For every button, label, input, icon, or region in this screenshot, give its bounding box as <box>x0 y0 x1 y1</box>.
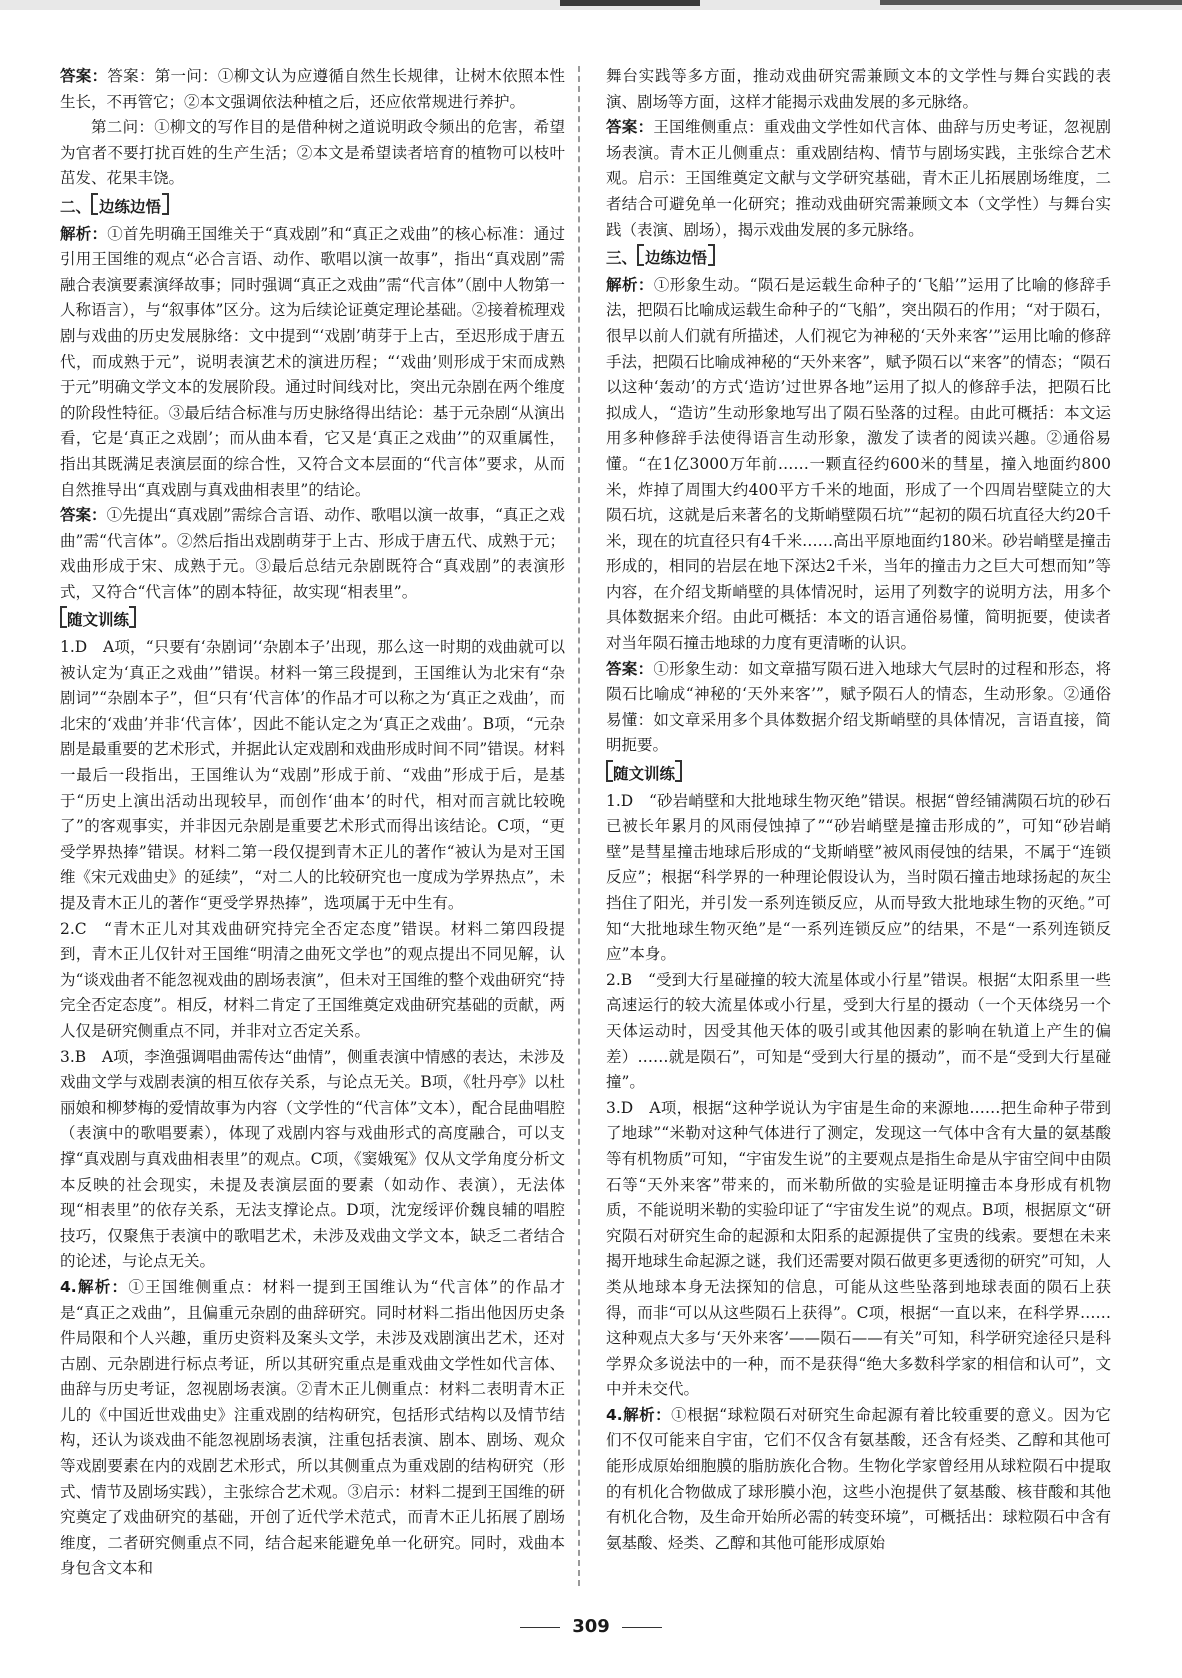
footer-dash-left <box>520 1627 560 1628</box>
answer-paragraph-right-2: 答案：①形象生动：如文章描写陨石进入地球大气层时的过程和形态，将陨石比喻成“神秘的‘天外来客’”，赋予陨石人的情态，生动形象。②通俗易懂：如文章采用多个具体数据介绍戈斯峭壁的具体情况，言语直接，简明扼要。 <box>606 659 1111 755</box>
question-3-answer: 3.B A项，李渔强调唱曲需传达“曲情”，侧重表演中情感的表达，未涉及戏曲文学与戏剧表演的相互依存关系，与论点无关。B项，《牡丹亭》以杜丽娘和柳梦梅的爱情故事为内容（文学性的“代言体”文本），配合昆曲唱腔（表演中的歌唱要素），体现了戏剧内容与戏曲形式的高度融合，可以支撑“真戏剧与真戏曲相表里”的观点。C项，《窦娥冤》仅从文学角度分析文本反映的社会现实，未提及表演层面的要素（如动作、表演），无法体现“相表里”的依存关系，无法支撑论点。D项，沈宠绥评价魏良辅的唱腔技巧，仅聚焦于表演中的歌唱艺术，未涉及戏曲文学文本，缺乏二者结合的论述，与论点无关。 <box>60 1047 565 1271</box>
scan-edge-shadow <box>560 0 700 6</box>
question-2-answer: 2.C “青木正儿对其戏曲研究持完全否定态度”错误。材料二第四段提到，青木正儿仅针对王国维“明清之曲死文学也”的观点提出不同见解，认为“谈戏曲者不能忽视戏曲的剧场表演”，但未对王国维的整个戏曲研究“持完全否定态度”。相反，材料二肯定了王国维奠定戏曲研究基础的贡献，两人仅是研究侧重点不同，并非对立否定关系。 <box>60 919 565 1040</box>
right-question-3-answer: 3.D A项，根据“这种学说认为宇宙是生命的来源地……把生命种子带到了地球”“米勒对这种气体进行了测定，发现这一气体中含有大量的氨基酸等有机物质”可知，“宇宙发生说”的主要观点是指生命是从宇宙空间中由陨石等“天外来客”带来的，而米勒所做的实验是证明撞击本身形成有机物质，不能说明米勒的实验印证了“宇宙发生说”的观点。B项，根据原文“研究陨石对研究生命的起源和太阳系的起源提供了宝贵的线索。要想在未来揭开地球生命起源之谜，我们还需要对陨石做更多更透彻的研究”可知，人类从地球本身无法探知的信息，可能从这些坠落到地球表面的陨石上获得，而非“可以从这些陨石上获得”。C项，根据“一直以来，在科学界……这种观点大多与‘天外来客’——陨石——有关”可知，科学研究途径只是科学界众多说法中的一种，而不是获得“绝大多数科学家的相信和认可”，文中并未交代。 <box>606 1098 1111 1399</box>
answer-paragraph-right: 答案：王国维侧重点：重戏曲文学性如代言体、曲辞与历史考证，忽视剧场表演。青木正儿侧重点：重戏剧结构、情节与剧场实践，主张综合艺术观。启示：王国维奠定文献与文学研究基础，青木正儿拓展剧场维度，二者结合可避免单一化研究；推动戏曲研究需兼顾文本（文学性）与舞台实践（表演、剧场），揭示戏曲发展的多元脉络。 <box>606 118 1111 239</box>
column-divider <box>578 66 580 1586</box>
scan-top-edge <box>0 0 1182 10</box>
analysis-paragraph: 解析：①首先明确王国维关于“真戏剧”和“真正之戏曲”的核心标准：通过引用王国维的观点“必合言语、动作、歌唱以演一故事”，指出“真戏剧”需融合表演要素演绎故事；同时强调“真正之戏曲”需“代言体”（剧中人物第一人称语言），与“叙事体”区分。这为后续论证奠定理论基础。②接着梳理戏剧与戏曲的历史发展脉络：文中提到“‘戏剧’萌芽于上古，至迟形成于唐五代，而成熟于元”，说明表演艺术的演进历程；“‘戏曲’则形成于宋而成熟于元”明确文学文本的发展阶段。通过时间线对比，突出元杂剧在两个维度的阶段性特征。③最后结合标准与历史脉络得出结论：基于元杂剧“从演出看，它是‘真正之戏剧’；而从曲本看，它又是‘真正之戏曲’”的双重属性，指出其既满足表演层面的综合性，又符合文本层面的“代言体”要求，从而自然推导出“真戏剧与真戏曲相表里”的结论。 <box>60 224 565 499</box>
analysis-paragraph-right: 解析：①形象生动。“陨石是运载生命种子的‘飞船’”运用了比喻的修辞手法，把陨石比喻成运载生命种子的“飞船”，突出陨石的作用；“对于陨石，很早以前人们就有所描述，人们视它为神秘的‘天外来客’”运用比喻的修辞手法，把陨石比喻成神秘的“天外来客”，赋予陨石以“来客”的情态；“陨石以这种‘轰动’的方式‘造访’过世界各地”运用了拟人的修辞手法，把陨石比拟成人，“造访”生动形象地写出了陨石坠落的过程。由此可概括：本文运用多种修辞手法使得语言生动形象，激发了读者的阅读兴趣。②通俗易懂。“在1亿3000万年前……一颗直径约600米的彗星，撞入地面约800米，炸掉了周围大约400平方千米的地面，形成了一个四周岩壁陡立的大陨石坑，这就是后来著名的戈斯峭壁陨石坑”“起初的陨石坑直径大约20千米，现在的坑直径只有4千米……高出平原地面约180米。砂岩峭壁是撞击形成的，相同的岩层在地下深达2千米，当年的撞击力之巨大可想而知”等内容，在介绍戈斯峭壁的具体情况时，运用了列数字的说明方法，用多个具体数据来介绍。由此可概括：本文的语言通俗易懂，简明扼要，使读者对当年陨石撞击地球的力度有更清晰的认识。 <box>606 275 1111 653</box>
subsection-heading-right: 随文训练 <box>606 760 1111 788</box>
right-column <box>606 64 1111 1594</box>
answer-part1: 答案：答案：第一问：①柳文认为应遵循自然生长规律，让树木依照本性生长，不再管它；②本文强调依法种植之后，还应依常规进行养护。 <box>60 67 565 111</box>
left-column <box>60 64 565 1594</box>
page-number: 309 <box>572 1616 610 1637</box>
section-heading-2: 二、 边练边悟 <box>60 193 565 221</box>
page-footer <box>0 1616 1182 1637</box>
question-4-answer: 4.解析：①王国维侧重点：材料一提到王国维认为“代言体”的作品才是“真正之戏曲”，且偏重元杂剧的曲辞研究。同时材料二指出他因历史条件局限和个人兴趣，重历史资料及案头文学，未涉及戏剧演出艺术，还对古剧、元杂剧进行标点考证，所以其研究重点是重戏曲文学性如代言体、曲辞与历史考证，忽视剧场表演。②青木正儿侧重点：材料二表明青木正儿的《中国近世戏曲史》注重戏剧的结构研究，包括形式结构以及情节结构，还认为谈戏曲不能忽视剧场表演，注重包括表演、剧本、剧场、观众等戏剧要素在内的戏剧艺术形式，所以其侧重点为重戏剧的结构研究（形式、情节及剧场实践），主张综合艺术观。③启示：材料二提到王国维的研究奠定了戏曲研究的基础，开创了近代学术范式，而青木正儿拓展了剧场维度，二者研究侧重点不同，结合起来能避免单一化研究。同时，戏曲本身包含文本和 <box>60 1277 565 1578</box>
continued-paragraph: 舞台实践等多方面，推动戏曲研究需兼顾文本的文学性与舞台实践的表演、剧场等方面，这样才能揭示戏曲发展的多元脉络。 <box>606 67 1111 111</box>
section-3-title: 边练边悟 <box>645 249 708 268</box>
section-heading-3: 三、 边练边悟 <box>606 244 1111 272</box>
subsection-heading: 随文训练 <box>60 606 565 634</box>
scan-edge-shadow-right <box>880 0 1182 5</box>
section-2-title: 边练边悟 <box>99 197 162 216</box>
answer-paragraph: 答案：①先提出“真戏剧”需综合言语、动作、歌唱以演一故事，“真正之戏曲”需“代言体”。②然后指出戏剧萌芽于上古、形成于唐五代、成熟于元；戏曲形成于宋、成熟于元。③最后总结元杂剧既符合“真戏剧”的表演形式，又符合“代言体”的剧本特征，故实现“相表里”。 <box>60 506 565 601</box>
answer-part2: 第二问：①柳文的写作目的是借种树之道说明政令频出的危害，希望为官者不要打扰百姓的生产生活；②本文是希望读者培育的植物可以枝叶茁发、花果丰饶。 <box>60 118 565 188</box>
right-question-2-answer: 2.B “受到大行星碰撞的较大流星体或小行星”错误。根据“太阳系里一些高速运行的较大流星体或小行星，受到大行星的摄动（一个天体绕另一个天体运动时，因受其他天体的吸引或其他因素的影响在轨道上产生的偏差）……就是陨石”，可知是“受到大行星的摄动”，而不是“受到大行星碰撞”。 <box>606 970 1111 1092</box>
question-1-answer: 1.D A项，“只要有‘杂剧词’‘杂剧本子’出现，那么这一时期的戏曲就可以被认定为‘真正之戏曲’”错误。材料一第三段提到，王国维认为北宋有“杂剧词”“杂剧本子”，但“只有‘代言体’的作品才可以称之为‘真正之戏曲’，而北宋的‘戏曲’并非‘代言体’，因此不能认定之为‘真正之戏曲’。B项，“元杂剧是最重要的艺术形式，并据此认定戏剧和戏曲形成时间不同”错误。材料一最后一段指出，王国维认为“戏剧”形成于前、“戏曲”形成于后，是基于“历史上演出活动出现较早，而创作‘曲本’的时代，相对而言就比较晚了”的客观事实，并非因元杂剧是重要艺术形式而得出该结论。C项，“更受学界热捧”错误。材料二第一段仅提到青木正儿的著作“被认为是对王国维《宋元戏曲史》的延续”，“对二人的比较研究也一度成为学界热点”，未提及青木正儿的著作“更受学界热捧”，选项属于无中生有。 <box>60 638 565 912</box>
right-question-4-answer: 4.解析：①根据“球粒陨石对研究生命起源有着比较重要的意义。因为它们不仅可能来自宇宙，它们不仅含有氨基酸，还含有烃类、乙醇和其他可能形成原始细胞膜的脂肪族化合物。生物化学家曾经用从球粒陨石中提取的有机化合物做成了球形膜小泡，这些小泡提供了氨基酸、核苷酸和其他有机化合物，及生命开始所必需的转变环境”，可概括出：球粒陨石中含有氨基酸、烃类、乙醇和其他可能形成原始 <box>606 1405 1111 1552</box>
right-question-1-answer: 1.D “砂岩峭壁和大批地球生物灭绝”错误。根据“曾经铺满陨石坑的砂石已被长年累月的风雨侵蚀掉了”“砂岩峭壁是撞击形成的”，可知“砂岩峭壁”是彗星撞击地球后形成的“戈斯峭壁”被风雨侵蚀的结果，不属于“连锁反应”；根据“科学界的一种理论假设认为，当时陨石撞击地球扬起的灰尘挡住了阳光，并引发一系列连锁反应，从而导致大批地球生物的灭绝。”可知“大批地球生物灭绝”是“一系列连锁反应”的结果，不是“一系列连锁反应”本身。 <box>606 791 1111 964</box>
footer-dash-right <box>622 1627 662 1628</box>
